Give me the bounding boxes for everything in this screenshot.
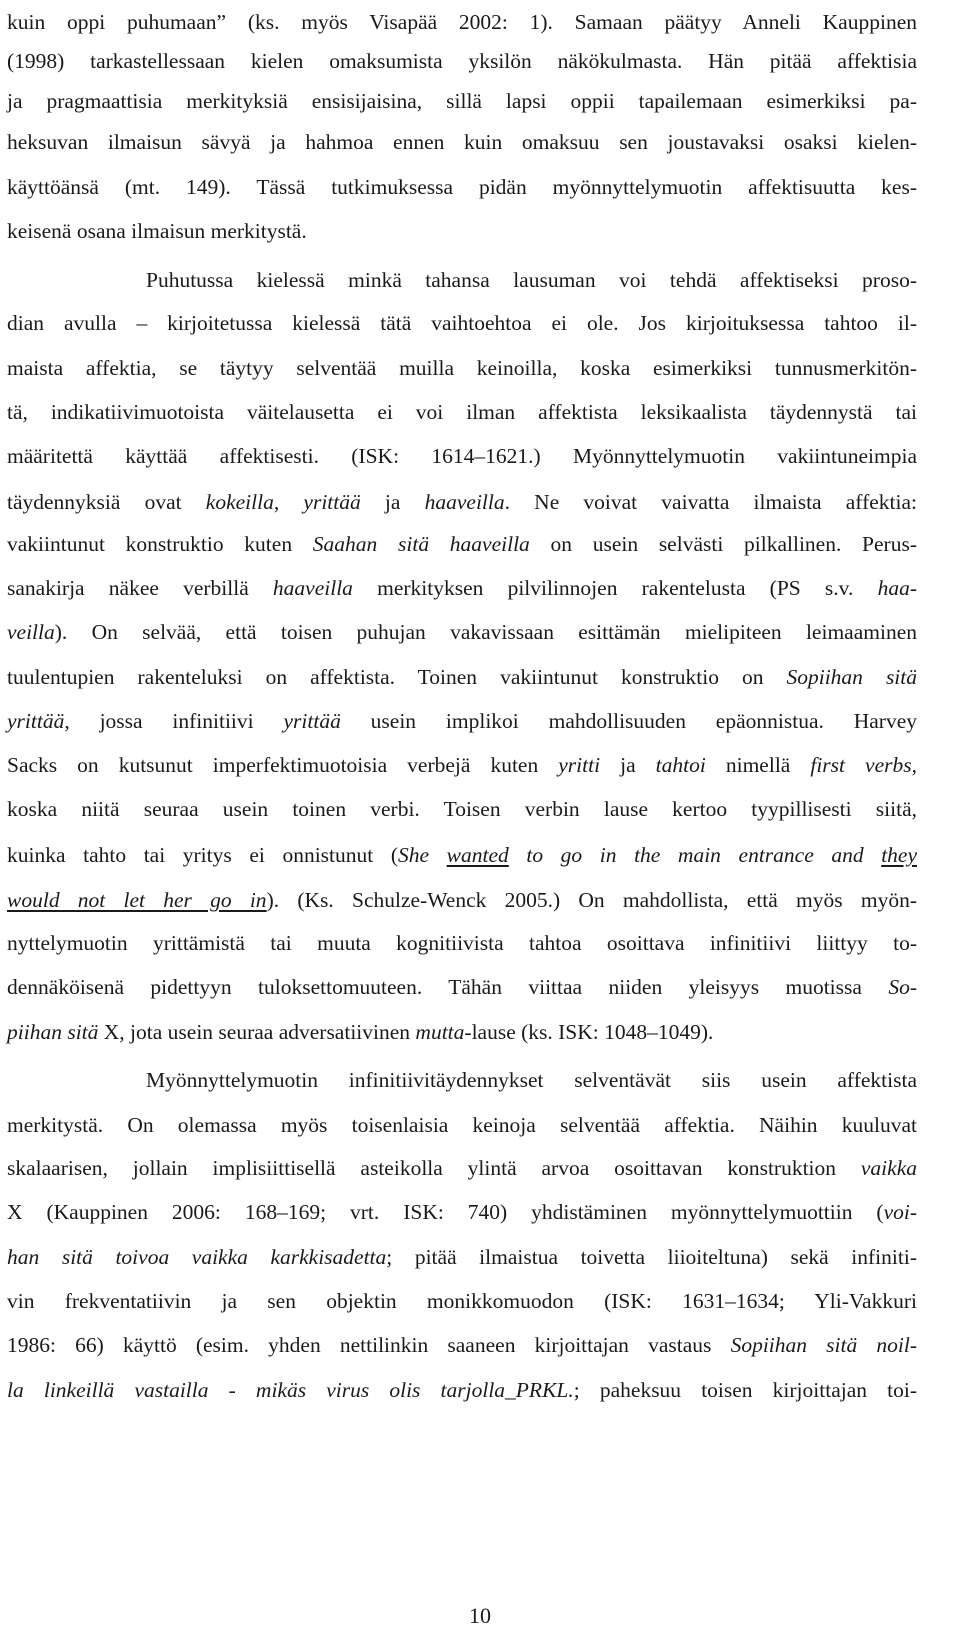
text-line: nyttelymuotin yrittämistä tai muuta kognitiivista tahtoa osoittava infinitiivi liittyy to-: [7, 931, 917, 955]
text-line: merkitystä. On olemassa myös toisenlaisia keinoja selventää affektia. Näihin kuuluvat: [7, 1113, 917, 1137]
text-line: käyttöänsä (mt. 149). Tässä tutkimuksessa pidän myönnyttelymuotin affektisuutta kes-: [7, 175, 917, 199]
text-line: (1998) tarkastellessaan kielen omaksumista yksilön näkökulmasta. Hän pitää affektisia: [7, 49, 917, 73]
text-line: koska niitä seuraa usein toinen verbi. Toisen verbin lause kertoo tyypillisesti siitä,: [7, 797, 917, 821]
text-line: Sacks on kutsunut imperfektimuotoisia verbejä kuten yritti ja tahtoi nimellä first verbs,: [7, 753, 917, 777]
text-line: vakiintunut konstruktio kuten Saahan sitä haaveilla on usein selvästi pilkallinen. Perus-: [7, 532, 917, 556]
text-line: kuin oppi puhumaan” (ks. myös Visapää 2002: 1). Samaan päätyy Anneli Kauppinen: [7, 10, 917, 34]
text-line: yrittää, jossa infinitiivi yrittää usein implikoi mahdollisuuden epäonnistua. Harvey: [7, 709, 917, 733]
text-line: tä, indikatiivimuotoista väitelausetta ei voi ilman affektista leksikaalista täydennystä tai: [7, 400, 917, 424]
paragraph-first-line: Puhutussa kielessä minkä tahansa lausuman voi tehdä affektiseksi proso-: [146, 268, 917, 292]
text-line: tuulentupien rakenteluksi on affektista. Toinen vakiintunut konstruktio on Sopiihan sitä: [7, 665, 918, 689]
text-line: la linkeillä vastailla - mikäs virus olis tarjolla_PRKL.; paheksuu toisen kirjoittajan toi-: [7, 1378, 918, 1402]
text-line: heksuvan ilmaisun sävyä ja hahmoa ennen kuin omaksuu sen joustavaksi osaksi kielen-: [7, 130, 917, 154]
text-line: veilla). On selvää, että toisen puhujan vakavissaan esittämän mielipiteen leimaaminen: [7, 620, 917, 644]
text-line: han sitä toivoa vaikka karkkisadetta; pitää ilmaistua toivetta liioiteltuna) sekä infiniti-: [7, 1245, 917, 1269]
text-line: maista affektia, se täytyy selventää muilla keinoilla, koska esimerkiksi tunnusmerkitön-: [7, 356, 917, 380]
text-line: piihan sitä X, jota usein seuraa adversatiivinen mutta-lause (ks. ISK: 1048–1049).: [7, 1020, 714, 1044]
text-line: keisenä osana ilmaisun merkitystä.: [7, 219, 307, 243]
text-line: määritettä käyttää affektisesti. (ISK: 1614–1621.) Myönnyttelymuotin vakiintuneimpia: [7, 444, 917, 468]
text-line: dennäköisenä pidettyyn tuloksettomuuteen. Tähän viittaa niiden yleisyys muotissa So-: [7, 975, 917, 999]
text-line: dian avulla – kirjoitetussa kielessä tätä vaihtoehtoa ei ole. Jos kirjoituksessa tahtoo il-: [7, 311, 917, 335]
page-number: 10: [469, 1603, 491, 1628]
text-line: X (Kauppinen 2006: 168–169; vrt. ISK: 740) yhdistäminen myönnyttelymuottiin (voi-: [7, 1200, 917, 1224]
text-line: kuinka tahto tai yritys ei onnistunut (She wanted to go in the main entrance and they: [7, 843, 917, 867]
text-line: 1986: 66) käyttö (esim. yhden nettilinkin saaneen kirjoittajan vastaus Sopiihan sitä noil-: [7, 1333, 918, 1357]
text-line: ja pragmaattisia merkityksiä ensisijaisina, sillä lapsi oppii tapailemaan esimerkiksi pa-: [7, 89, 917, 113]
text-line: vin frekventatiivin ja sen objektin monikkomuodon (ISK: 1631–1634; Yli-Vakkuri: [7, 1289, 917, 1313]
text-line: täydennyksiä ovat kokeilla, yrittää ja haaveilla. Ne voivat vaivatta ilmaista affektia:: [7, 490, 917, 514]
text-line: skalaarisen, jollain implisiittisellä asteikolla ylintä arvoa osoittavan konstruktion vaikka: [7, 1156, 917, 1180]
text-line: sanakirja näkee verbillä haaveilla merkityksen pilvilinnojen rakentelusta (PS s.v. haa-: [7, 576, 917, 600]
paragraph-first-line: Myönnyttelymuotin infinitiivitäydennykset selventävät siis usein affektista: [146, 1068, 917, 1092]
text-line: would not let her go in). (Ks. Schulze-Wenck 2005.) On mahdollista, että myös myön-: [7, 888, 917, 912]
